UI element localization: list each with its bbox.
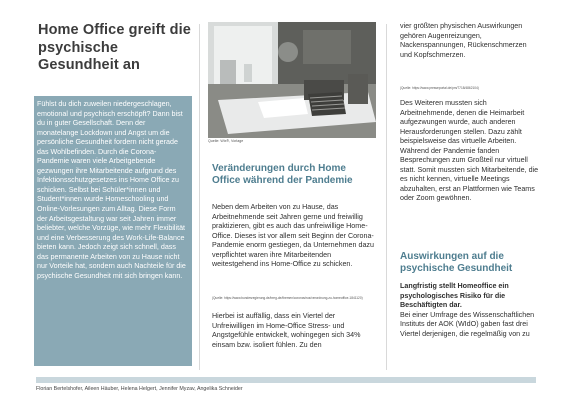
right-column-paragraph: vier größten physischen Auswirkungen gehören Augenreizungen, Nackenspannungen, Rückenschmerzen und Kopfschmerzen. (400, 22, 527, 59)
intro-text: Fühlst du dich zuweilen niedergeschlagen, emotional und psychisch erschöpft? Dann bist du in guter Gesellschaft. Denn der monatelange Lockdown und Angst um die persönliche Gesundheit fordern nicht gerade das Wohlbefinden. Durch die Corona-Pandemie waren viele Arbeitgebende gezwungen ihre Mitarbeitende aufgrund des Infektionsschutzgesetzes ins Home Office zu schicken. Selbst bei Schüler*innen und Student*innen wurde Homeschooling und Online-Vorlesungen zum Alltag. Diese Form der Arbeitsgestaltung war seit Jahren immer beliebter, welche Vorzüge, wie mehr Flexibilität und eine Verbesserung des Work-Life-Balance bieten kann. Jedoch zeigt sich schnell, dass das permanente Arbeiten von zu Hause nicht nur Vorteile hat, sondern auch Nachteile für die psychische Gesundheit mit sich bringen kann. (37, 100, 186, 280)
right-column-paragraph: Des Weiteren mussten sich Arbeitnehmende, denen die Heimarbeit aufgezwungen wurde, auch anderen Herausforderungen stellen. Dazu zählt beispielsweise das virtuelle Arbeiten. Während der Pandemie fanden Besprechungen zum Großteil nur virtuell statt. Somit mussten sich Mitarbeitende, die es nicht kennen, virtuelle Meetings abzuhalten, erst an Plattformen wie Teams oder Zoom gewöhnen. (400, 99, 539, 203)
intro-box (34, 96, 192, 366)
footer-bar (36, 377, 536, 383)
source-note: (Quelle: https://www.bundesregierung.de/breg-de/themen/coronavirus/verordnung-zu-homeoffice-1841120) (212, 296, 363, 300)
source-note: (Quelle: https://www.presseportal.de/pm/7718/4862104) (400, 86, 479, 90)
section-paragraph: Neben dem Arbeiten von zu Hause, das Arbeitnehmende seit Jahren gerne und freiwillig praktizieren, gibt es auch das unfreiwillige Home-Office. Dieses ist vor allem seit Beginn der Corona-Pandemie enorm gestiegen, da Unternehmen dazu verpflichtet waren ihre Mitarbeitenden weitestgehend ins Home-Office zu schicken. (212, 203, 374, 269)
bold-lead: Langfristig stellt Homeoffice ein psychologisches Risiko für die Beschäftigten dar. (400, 282, 509, 310)
footer-authors: Florian Bertelshofer, Aileen Häuber, Helena Helgert, Jennifer Myzav, Angelika Schneider (36, 386, 243, 392)
page-title: Home Office greift die psychische Gesundheit an (38, 22, 191, 73)
photo-caption: Quelle: Wix®, Vorlage (208, 139, 244, 143)
right-column-paragraph: Bei einer Umfrage des Wissenschaftlichen Instituts der AOK (WIdO) gaben fast drei Viertel derjenigen, die regelmäßig von zu (400, 310, 535, 338)
right-column-bottom (400, 282, 542, 339)
column-divider (199, 24, 200, 370)
middle-column (208, 22, 378, 144)
section-paragraph: Hierbei ist auffällig, dass ein Viertel der Unfreiwilligen im Home-Office Stress- und Angstgefühle entwickelt, wohingegen sich 34% einsam bzw. isoliert fühlen. Zu den (212, 312, 361, 349)
section-heading-effects: Auswirkungen auf die psychische Gesundheit (400, 251, 513, 274)
left-column (36, 22, 192, 75)
column-divider (386, 24, 387, 370)
office-photo (208, 22, 376, 138)
section-heading-changes: Veränderungen durch Home Office während der Pandemie (212, 163, 353, 186)
office-photo-illustration (208, 22, 376, 138)
